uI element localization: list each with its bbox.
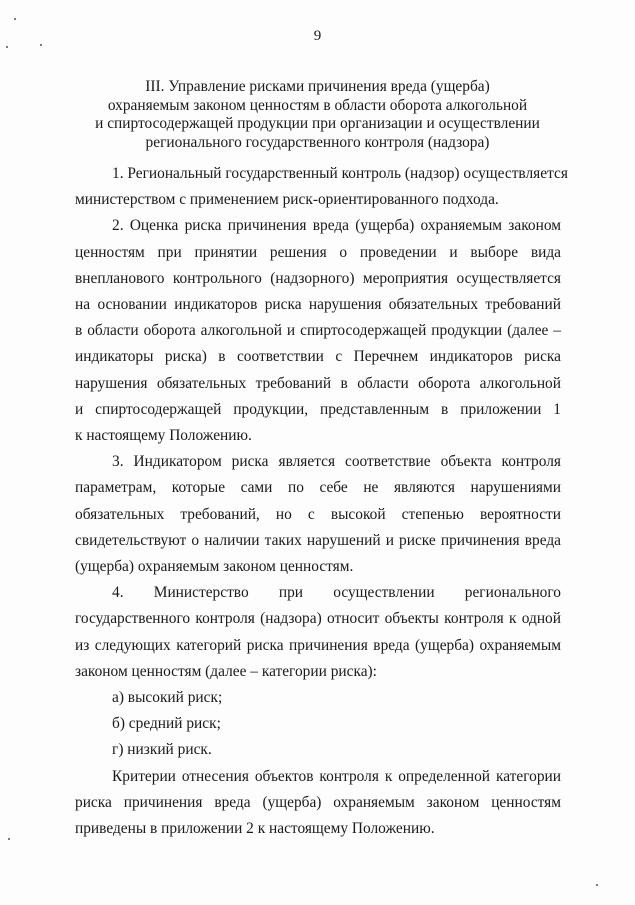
paragraph-1 xyxy=(75,161,568,213)
heading-line: III. Управление рисками причинения вреда (ущерба) xyxy=(145,78,490,95)
paragraph-3 xyxy=(75,449,561,580)
text-line: (ущерба) охраняемым законом ценностям. xyxy=(75,558,354,576)
text-line: и спиртосодержащей продукции, представленным в приложении 1 xyxy=(75,400,561,418)
text-line: обязательных требований, но с высокой степенью вероятности xyxy=(75,505,561,523)
text-line: риска причинения вреда (ущерба) охраняемым законом ценностям xyxy=(75,793,561,811)
section-heading xyxy=(75,78,560,152)
document-body xyxy=(75,161,568,842)
list-item: а) высокий риск; xyxy=(112,689,223,707)
text-line: в области оборота алкогольной и спиртосодержащей продукции (далее – xyxy=(75,322,561,340)
text-line: нарушения обязательных требований в области оборота алкогольной xyxy=(75,374,561,392)
text-line: законом ценностям (далее – категории риска): xyxy=(75,662,377,680)
list-item: г) низкий риск. xyxy=(112,741,212,759)
text-line: министерством с применением риск-ориентированного подхода. xyxy=(75,191,499,209)
text-line: 4. Министерство при осуществлении регионального xyxy=(112,584,561,602)
text-line: государственного контроля (надзора) относит объекты контроля к одной xyxy=(75,610,561,628)
paragraph-4 xyxy=(75,580,561,685)
text-line: ценностям при принятии решения о проведении и выборе вида xyxy=(75,243,561,261)
list-item: б) средний риск; xyxy=(112,715,221,733)
risk-category-list xyxy=(75,685,561,764)
scan-speck xyxy=(14,18,16,20)
scan-speck xyxy=(596,884,598,886)
heading-line: охраняемым законом ценностям в области оборота алкогольной xyxy=(107,96,528,114)
text-line: к настоящему Положению. xyxy=(75,427,252,445)
text-line: внепланового контрольного (надзорного) мероприятия осуществляется xyxy=(75,269,561,287)
page-number: 9 xyxy=(313,28,322,44)
heading-line: и спиртосодержащей продукции при организации и осуществлении xyxy=(95,115,540,132)
text-line: свидетельствуют о наличии таких нарушений и риске причинения вреда xyxy=(75,531,561,549)
text-line: из следующих категорий риска причинения вреда (ущерба) охраняемым xyxy=(75,636,561,654)
text-line: 1. Региональный государственный контроль (надзор) осуществляется xyxy=(112,165,568,182)
text-line: 3. Индикатором риска является соответствие объекта контроля xyxy=(112,453,561,471)
closing-paragraph xyxy=(75,764,561,843)
text-line: параметрам, которые сами по себе не являются нарушениями xyxy=(75,479,561,497)
paragraph-2 xyxy=(75,213,561,449)
text-line: индикаторы риска) в соответствии с Перечнем индикаторов риска xyxy=(75,348,561,366)
text-line: 2. Оценка риска причинения вреда (ущерба) охраняемым законом xyxy=(112,217,561,235)
text-line: приведены в приложении 2 к настоящему Положению. xyxy=(75,820,435,838)
text-line: на основании индикаторов риска нарушения обязательных требований xyxy=(75,296,561,314)
heading-line: регионального государственного контроля (надзора) xyxy=(145,133,490,151)
scan-speck xyxy=(6,46,8,48)
text-line: Критерии отнесения объектов контроля к определенной категории xyxy=(112,767,561,785)
scan-speck xyxy=(8,838,10,840)
